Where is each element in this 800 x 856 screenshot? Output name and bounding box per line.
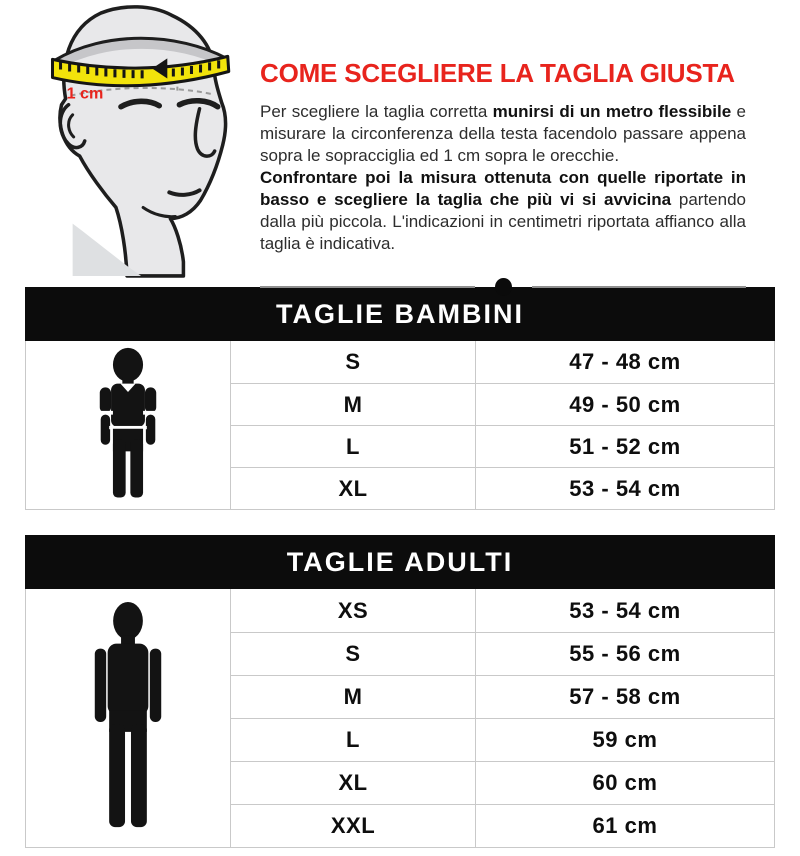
child-icon xyxy=(26,341,231,509)
range-cell: 57 - 58 cm xyxy=(476,675,774,718)
tape-offset-label: 1 cm xyxy=(66,84,104,103)
range-cell: 53 - 54 cm xyxy=(476,467,774,509)
range-cell: 60 cm xyxy=(476,761,774,804)
kids-size-table xyxy=(25,287,775,510)
size-cell: XL xyxy=(231,467,476,509)
kids-table-body xyxy=(25,341,775,510)
size-cell: L xyxy=(231,425,476,467)
page-title: COME SCEGLIERE LA TAGLIA GIUSTA xyxy=(260,58,735,88)
divider-line-left xyxy=(260,286,475,288)
intro-paragraph-1: Per scegliere la taglia corretta munirsi di un metro flessibile e misurare la circonferenza della testa facendolo passare appena sopra le sopracciglia ed 1 cm sopra le orecchie. xyxy=(260,102,746,165)
adults-table-title: TAGLIE ADULTI xyxy=(25,535,775,589)
section-divider xyxy=(260,278,746,296)
adults-size-table xyxy=(25,535,775,848)
adult-icon xyxy=(26,589,231,847)
range-cell: 55 - 56 cm xyxy=(476,632,774,675)
range-cell: 49 - 50 cm xyxy=(476,383,774,425)
intro-paragraph-2: Confrontare poi la misura ottenuta con quelle riportate in basso e scegliere la taglia che più vi si avvicina partendo dalla più piccola. L'indicazioni in centimetri riportata affianco alla taglia è indicativa. xyxy=(260,168,746,253)
size-cell: XXL xyxy=(231,804,476,847)
size-cell: L xyxy=(231,718,476,761)
size-cell: S xyxy=(231,632,476,675)
head-measurement-illustration xyxy=(8,2,240,284)
range-cell: 61 cm xyxy=(476,804,774,847)
size-cell: M xyxy=(231,383,476,425)
head-icon xyxy=(8,2,240,284)
size-cell: XL xyxy=(231,761,476,804)
adults-table-body xyxy=(25,589,775,848)
size-cell: M xyxy=(231,675,476,718)
kids-table-title: TAGLIE BAMBINI xyxy=(25,287,775,341)
range-cell: 59 cm xyxy=(476,718,774,761)
range-cell: 53 - 54 cm xyxy=(569,597,681,623)
intro-section xyxy=(0,0,800,287)
size-cell: XS xyxy=(231,589,476,632)
divider-line-right xyxy=(532,286,747,288)
intro-text-column xyxy=(260,0,746,296)
range-cell: 51 - 52 cm xyxy=(476,425,774,467)
range-cell: 47 - 48 cm xyxy=(569,349,681,374)
divider-dot xyxy=(495,278,512,296)
size-cell: S xyxy=(231,341,476,383)
